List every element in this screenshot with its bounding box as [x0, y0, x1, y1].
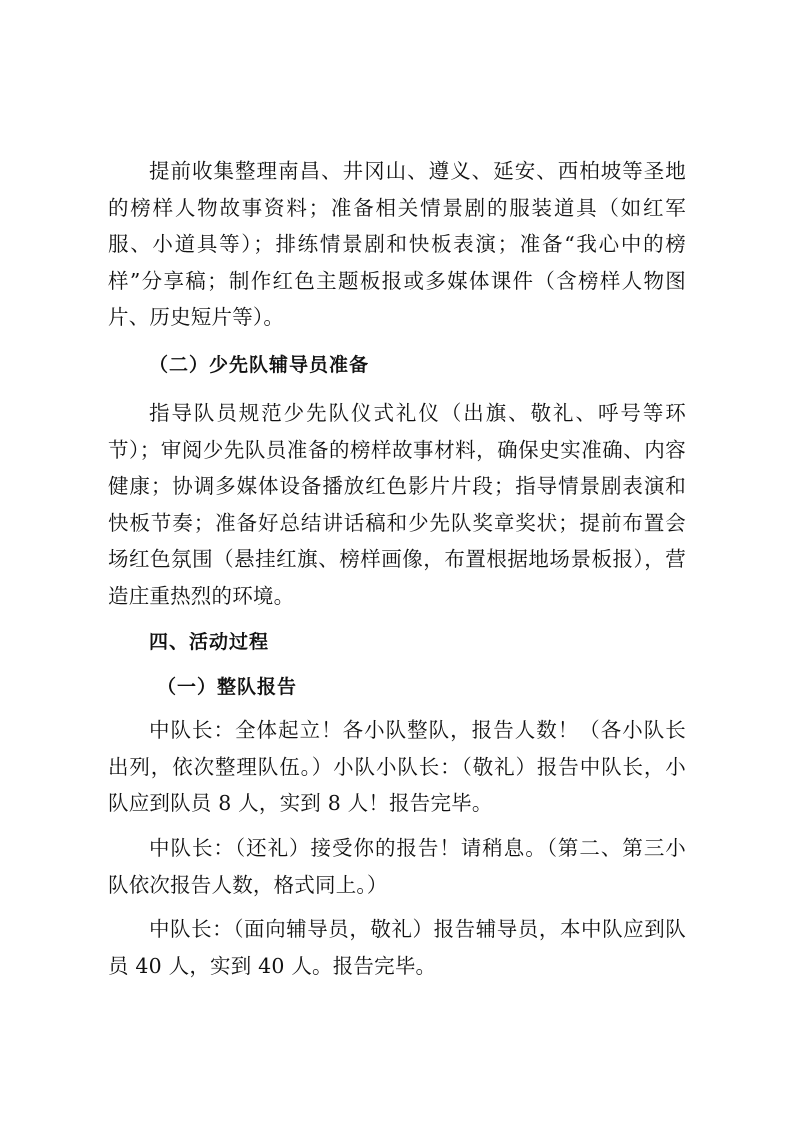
roll-call-report-heading: （一）整队报告: [157, 676, 298, 698]
counselor-preparation-paragraph: 指导队员规范少先队仪式礼仪（出旗、敬礼、呼号等环节）；审阅少先队员准备的榜样故事材料，确保史实准确、内容健康；协调多媒体设备播放红色影片片段；指导情景剧表演和快板节奏；准备好总结讲话稿和少先队奖章奖状；提前布置会场红色氛围（悬挂红旗、榜样画像，布置根据地场景板报），营造庄重热烈的环境。: [108, 401, 686, 608]
squad-report-paragraph: 中队长：全体起立！各小队整队，报告人数！（各小队长出列，依次整理队伍。）小队小队长：（敬礼）报告中队长，小队应到队员 8 人，实到 8 人！报告完毕。: [108, 718, 686, 815]
captain-acknowledgement-paragraph: 中队长：（还礼）接受你的报告！请稍息。（第二、第三小队依次报告人数，格式同上。）: [108, 836, 686, 897]
counselor-preparation-heading: （二）少先队辅导员准备: [149, 354, 370, 376]
preparation-materials-paragraph: 提前收集整理南昌、井冈山、遵义、延安、西柏坡等圣地的榜样人物故事资料；准备相关情景剧的服装道具（如红军服、小道具等）；排练情景剧和快板表演；准备“我心中的榜样”分享稿；制作红色主题板报或多媒体课件（含榜样人物图片、历史短片等）。: [108, 159, 686, 329]
report-to-counselor-paragraph: 中队长：（面向辅导员，敬礼）报告辅导员，本中队应到队员 40 人，实到 40 人。报告完毕。: [108, 917, 686, 978]
activity-process-heading: 四、活动过程: [149, 631, 270, 653]
